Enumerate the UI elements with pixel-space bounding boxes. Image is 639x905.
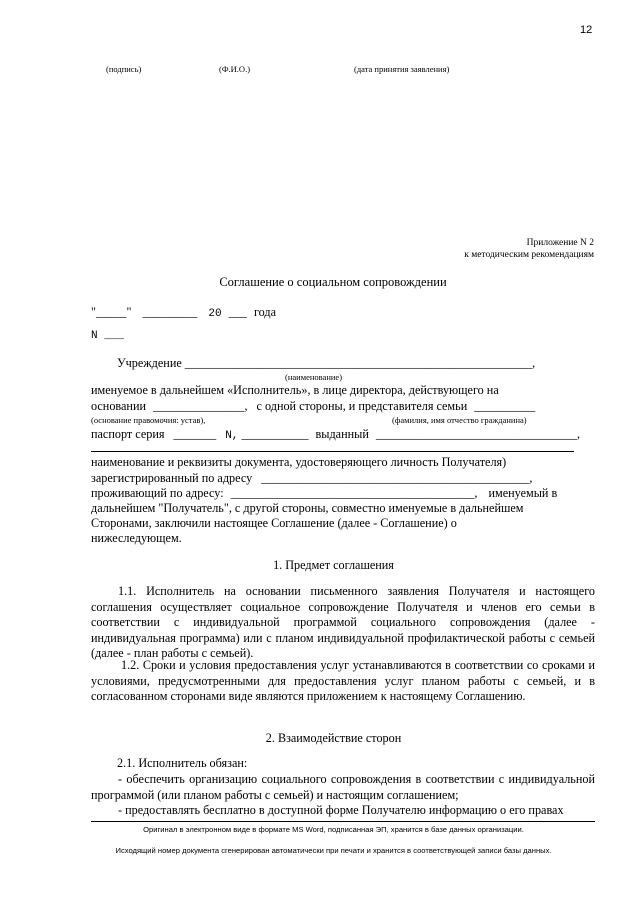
blank-underline	[91, 451, 574, 452]
paragraph-1-1: 1.1. Исполнитель на основании письменного заявления Получателя и настоящего соглашения осуществляет социальное сопровождение Получателя и членов его семьи в соответствии с индивидуальной программой социального сопровождения (далее - индивидуальная программа) или с планом индивидуальной профилактической работы с семьей (далее - план работы с семьей).	[91, 584, 595, 660]
institution-label: Учреждение	[117, 356, 182, 370]
section-1-heading: 1. Предмет соглашения	[273, 558, 394, 572]
appendix-line-2: к методическим рекомендациям	[464, 250, 594, 260]
named-line: именуемое в дальнейшем «Исполнитель», в лице директора, действующего на	[91, 383, 499, 397]
footer-rule	[91, 821, 595, 822]
date-line	[91, 305, 276, 321]
paragraph-2-1: 2.1. Исполнитель обязан:	[117, 756, 248, 770]
passport-label: паспорт серия	[91, 427, 165, 441]
receiver-line: дальнейшем "Получатель", с другой стороны, совместно именуемые в дальнейшем	[91, 501, 524, 515]
representative-caption: (фамилия, имя отчество гражданина)	[392, 415, 527, 425]
basis-middle: с одной стороны, и представителя семьи	[256, 399, 468, 413]
institution-line	[117, 356, 535, 371]
representative-blank: __________	[474, 399, 536, 413]
residing-label: проживающий по адресу:	[91, 486, 224, 500]
number-line	[91, 330, 124, 343]
residing-tail: именуемый в	[488, 486, 558, 500]
issued-label: выданный	[315, 427, 369, 441]
date-caption: (дата принятия заявления)	[354, 64, 450, 74]
registered-blank: ____________________________________________,	[261, 471, 533, 485]
passport-n: N,	[225, 430, 239, 442]
below-line: нижеследующем.	[91, 531, 182, 545]
basis-caption: (основание правомочия: устав),	[91, 415, 206, 425]
issued-blank: _________________________________,	[375, 427, 581, 441]
passport-number-blank: ___________	[241, 427, 309, 441]
institution-caption: (наименование)	[285, 372, 343, 382]
basis-blank: _______________,	[153, 399, 248, 413]
bullet-2: - предоставлять бесплатно в доступной форме Получателю информацию о его правах	[118, 803, 564, 817]
fio-caption: (Ф.И.О.)	[219, 64, 251, 74]
registered-label: зарегистрированный по адресу	[91, 471, 253, 485]
signature-caption: (подпись)	[106, 64, 142, 74]
basis-line	[91, 399, 535, 414]
footer-line-1: Оригинал в электронном виде в формате MS Word, подписанная ЭП, хранится в базе данных организации.	[143, 825, 524, 834]
registered-line	[91, 471, 532, 486]
page-number: 12	[580, 24, 593, 36]
institution-blank: _________________________________________________________,	[184, 356, 536, 370]
residing-line	[91, 486, 557, 501]
day-blank: "_____"	[91, 305, 132, 319]
section-2-heading: 2. Взаимодействие сторон	[265, 731, 402, 745]
passport-line	[91, 427, 580, 443]
id-document-line: наименование и реквизиты документа, удостоверяющего личность Получателя)	[91, 455, 507, 469]
residing-blank: ________________________________________,	[230, 486, 478, 500]
year-word: года	[253, 305, 276, 319]
appendix-line-1: Приложение N 2	[526, 238, 594, 248]
parties-line: Сторонами, заключили настоящее Соглашение (далее - Соглашение) о	[91, 516, 457, 530]
number-blank: ___	[104, 330, 125, 342]
year-blank: ___	[228, 305, 247, 319]
basis-label: основании	[91, 399, 146, 413]
month-blank: _________	[142, 305, 198, 319]
bullet-1: - обеспечить организацию социального сопровождения в соответствии с индивидуальной программой (или планом работы с семьей) и настоящим соглашением;	[91, 772, 595, 802]
passport-series-blank: _______	[173, 427, 217, 441]
number-label: N	[91, 330, 98, 342]
paragraph-1-2: 1.2. Сроки и условия предоставления услуг устанавливаются в соответствии со сроками и условиями, предусмотренными для предоставления услуг планом работы с семьей, и в согласованном сторонами виде являются приложением к настоящему Соглашению.	[91, 658, 595, 703]
year-prefix: 20	[208, 308, 222, 320]
footer-line-2: Исходящий номер документа сгенерирован автоматически при печати и хранится в соответствующей записи базы данных.	[115, 846, 552, 855]
document-title: Соглашение о социальном сопровождении	[219, 275, 447, 289]
